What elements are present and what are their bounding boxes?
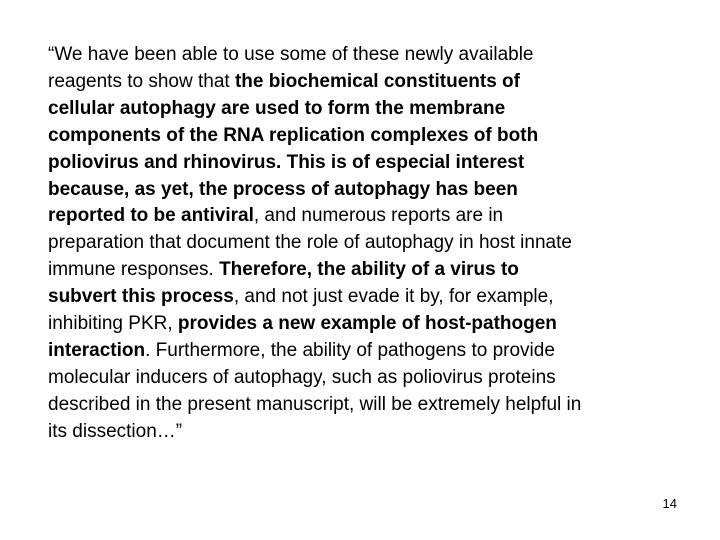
quote-segment: reagents to show that <box>48 70 235 92</box>
quote-segment-bold: because, as yet, the process of autophagy has been <box>48 178 518 200</box>
quote-segment-bold: subvert this process <box>48 286 234 308</box>
quote-segment: described in the present manuscript, will be extremely helpful in <box>48 393 582 415</box>
quote-line <box>48 284 708 311</box>
quote-segment: inhibiting PKR, <box>48 313 178 335</box>
quote-line <box>48 123 708 150</box>
quote-line <box>48 419 708 446</box>
quote-line <box>48 365 708 392</box>
quote-segment-bold: reported to be antiviral <box>48 205 254 227</box>
quote-segment-bold: components of the RNA replication complexes of both <box>48 124 539 146</box>
quote-segment: its dissection…” <box>48 420 183 442</box>
quote-segment-bold: the biochemical constituents of <box>234 70 520 92</box>
quote-line <box>48 338 708 365</box>
quote-segment-bold: interaction <box>48 339 146 361</box>
quote-segment: molecular inducers of autophagy, such as poliovirus proteins <box>48 366 556 388</box>
quote-segment: “We have been able to use some of these newly available <box>48 44 534 65</box>
quote-line <box>48 257 708 284</box>
quote-line <box>48 311 708 338</box>
quote-line <box>48 150 708 177</box>
quote-line <box>48 69 708 96</box>
quote-segment: immune responses. <box>48 259 220 281</box>
quote-segment: preparation that document the role of autophagy in host innate <box>48 232 572 254</box>
quote-line <box>48 203 708 230</box>
quote-segment-bold: Therefore, the ability of a virus to <box>219 259 519 281</box>
quote-segment-bold: cellular autophagy are used to form the membrane <box>48 97 506 119</box>
quote-segment: , and numerous reports are in <box>253 205 504 227</box>
quote-line <box>48 42 708 69</box>
quote-line <box>48 96 708 123</box>
quote-segment-bold: provides a new example of host-pathogen <box>177 313 557 335</box>
quote-segment: , and not just evade it by, for example, <box>233 286 554 308</box>
quote-line <box>48 392 708 419</box>
quote-segment: . Furthermore, the ability of pathogens to provide <box>145 339 555 361</box>
page-number: 14 <box>662 496 677 511</box>
quote-body <box>48 42 708 446</box>
quote-line <box>48 177 708 204</box>
quote-segment-bold: poliovirus and rhinovirus. This is of especial interest <box>48 151 525 173</box>
quote-line <box>48 230 708 257</box>
